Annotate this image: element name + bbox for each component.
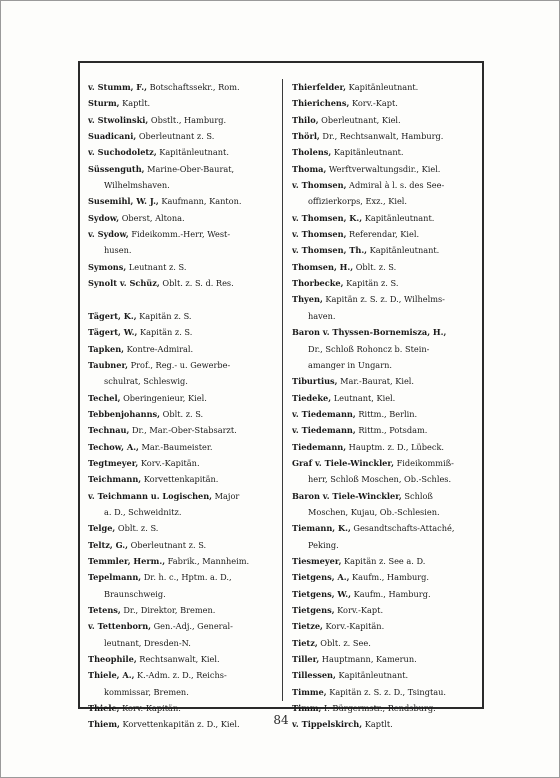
entry-details: Kapitänleutnant.: [346, 82, 419, 92]
entry-name: v. Tiedemann,: [292, 425, 356, 436]
entry-details: Dr. h. c., Hptm. a. D.,: [141, 572, 232, 583]
entry-name: Thilo,: [292, 114, 319, 125]
entry-line: [88, 128, 280, 144]
directory-entry: [292, 390, 484, 406]
entry-details: Oberleutnant z. S.: [136, 131, 215, 142]
entry-details: Dr., Direktor, Bremen.: [120, 605, 216, 615]
entry-details: Botschaftssekr., Rom.: [147, 82, 240, 92]
directory-entry: [292, 259, 484, 275]
entry-line: [292, 242, 484, 258]
entry-line: [88, 406, 280, 422]
entry-name: Technau,: [88, 425, 130, 436]
entry-name: Sydow,: [88, 212, 120, 223]
entry-line: [88, 112, 280, 128]
entry-line: [88, 471, 280, 487]
entry-line: [88, 422, 280, 438]
entry-name: Suadicani,: [88, 131, 137, 142]
entry-line: [292, 602, 484, 618]
directory-entry: [292, 553, 484, 569]
directory-entry: [292, 161, 484, 177]
entry-details: Werftverwaltungsdir., Kiel.: [326, 163, 441, 174]
entry-continuation: Peking.: [308, 539, 339, 550]
entry-details: Marine-Ober-Baurat,: [144, 163, 235, 174]
entry-details: Kontre-Admiral.: [124, 343, 194, 354]
directory-entry: [292, 242, 484, 258]
directory-entry: [88, 553, 280, 569]
entry-name: Tholens,: [292, 147, 332, 158]
entry-line: [88, 324, 280, 340]
entry-details: Oblt. z. S.: [353, 261, 397, 272]
entry-details: K.-Adm. z. D., Reichs-: [134, 670, 227, 681]
entry-name: Thörl,: [292, 131, 320, 142]
entry-details: Mar.-Baumeister.: [138, 441, 213, 452]
entry-name: Synolt v. Schüz,: [88, 278, 160, 289]
directory-entry: [88, 226, 280, 259]
entry-continuation: Dr., Schloß Rohoncz b. Stein-: [308, 343, 430, 354]
directory-entry: [292, 667, 484, 683]
entry-name: Taubner,: [88, 359, 129, 370]
entry-details: Hauptm. z. D., Lübeck.: [346, 441, 445, 452]
directory-entry: [292, 618, 484, 634]
directory-entry: [292, 95, 484, 111]
entry-line: [88, 390, 280, 406]
entry-name: Tetens,: [88, 605, 121, 615]
entry-line: [292, 439, 484, 455]
entry-name: Techow, A.,: [88, 441, 139, 452]
entry-name: Tiller,: [292, 654, 320, 665]
entry-line: [292, 95, 484, 111]
entry-line: [292, 259, 484, 275]
directory-entry: [88, 537, 280, 553]
directory-entry: [88, 390, 280, 406]
right-column: [292, 79, 484, 733]
entry-details: Kapitänleutnant.: [156, 147, 229, 158]
directory-entry: [292, 455, 484, 488]
directory-entry: [88, 308, 280, 324]
entry-details: Kaufm., Hamburg.: [351, 588, 431, 599]
entry-line: [292, 291, 484, 307]
entry-line: [88, 618, 280, 634]
directory-entry: [292, 324, 484, 373]
entry-name: Techel,: [88, 392, 121, 403]
entry-name: v. Stwolinski,: [88, 114, 149, 125]
directory-entry: [88, 667, 280, 700]
entry-name: Thoma,: [292, 163, 327, 174]
entry-continuation: herr, Schloß Moschen, Ob.-Schles.: [308, 474, 452, 485]
entry-line: [292, 635, 484, 651]
entry-name: Teichmann,: [88, 474, 142, 485]
directory-entry: [88, 161, 280, 194]
entry-line: [88, 602, 280, 618]
entry-line: [292, 390, 484, 406]
entry-name: Süssenguth,: [88, 163, 145, 174]
entry-details: Kaufm., Hamburg.: [349, 572, 429, 583]
entry-line: [292, 455, 484, 471]
directory-entry: [88, 569, 280, 602]
directory-entry: [88, 144, 280, 160]
entry-line: [88, 341, 280, 357]
entry-line: [292, 128, 484, 144]
entry-name: Tietgens, A.,: [292, 572, 350, 583]
entry-details: Oblt. z. S.: [160, 408, 204, 419]
entry-line: [292, 618, 484, 634]
entry-details: Kaptlt.: [362, 719, 393, 730]
entry-details: Kapitän z. S.: [137, 327, 193, 338]
directory-entry: [88, 79, 280, 95]
entry-details: Hauptmann, Kamerun.: [319, 654, 417, 665]
entry-name: Theophile,: [88, 654, 137, 665]
entry-details: Oberingenieur, Kiel.: [120, 392, 207, 403]
entry-details: Leutnant, Kiel.: [331, 392, 396, 403]
entry-line: [88, 537, 280, 553]
entry-name: Baron v. Thyssen-Bornemisza, H.,: [292, 327, 447, 338]
entry-continuation: amanger in Ungarn.: [308, 359, 392, 370]
entry-line: [292, 553, 484, 569]
entry-line: [88, 488, 280, 504]
entry-details: Korv.-Kapt.: [349, 98, 398, 109]
directory-entry: [292, 684, 484, 700]
entry-name: Tietgens, W.,: [292, 588, 352, 599]
directory-entry: [292, 488, 484, 521]
entry-line: [292, 226, 484, 242]
directory-entry: [292, 112, 484, 128]
entry-details: Fideikommiß-: [393, 457, 454, 468]
entry-line: [88, 161, 280, 177]
entry-name: Symons,: [88, 261, 127, 272]
entry-line: [88, 520, 280, 536]
entry-details: Prof., Reg.- u. Gewerbe-: [128, 359, 231, 370]
entry-line: [292, 422, 484, 438]
entry-continuation: offizierkorps, Exz., Kiel.: [308, 196, 408, 207]
directory-entry: [292, 520, 484, 553]
entry-details: Kaptlt.: [119, 98, 151, 109]
page-number: 84: [273, 713, 289, 727]
entry-name: Graf v. Tiele-Winckler,: [292, 457, 394, 468]
entry-name: Tägert, K.,: [88, 310, 137, 321]
entry-continuation: husen.: [104, 245, 132, 256]
entry-continuation: schulrat, Schleswig.: [104, 376, 188, 387]
entry-details: Kapitän z. S.: [343, 278, 399, 289]
entry-continuation: Wilhelmshaven.: [104, 180, 170, 191]
directory-entry: [88, 259, 280, 275]
entry-name: Timme,: [292, 686, 327, 697]
left-column: [88, 79, 280, 733]
entry-name: Tiemann, K.,: [292, 523, 351, 534]
entry-name: Susemihl, W. J.,: [88, 196, 159, 207]
entry-name: v. Thomsen, Th.,: [292, 245, 368, 256]
directory-entry: [292, 602, 484, 618]
entry-name: Thiele,: [88, 703, 120, 714]
entry-name: Thiem,: [88, 719, 120, 730]
entry-details: Dr., Rechtsanwalt, Hamburg.: [319, 131, 444, 142]
entry-details: Major: [212, 490, 240, 501]
entry-details: Rechtsanwalt, Kiel.: [136, 654, 220, 665]
entry-line: [88, 275, 280, 291]
entry-name: Tebbenjohanns,: [88, 408, 161, 419]
entry-line: [292, 586, 484, 602]
entry-name: Thierichens,: [292, 98, 350, 109]
entry-details: Oberleutnant, Kiel.: [318, 114, 401, 125]
entry-line: [292, 324, 484, 340]
entry-name: Tiedeke,: [292, 392, 332, 403]
entry-details: Korv.-Kapitän.: [138, 457, 200, 468]
directory-entry: [292, 569, 484, 585]
entry-line: [88, 79, 280, 95]
entry-details: Rittm., Berlin.: [355, 408, 418, 419]
column-divider: [282, 79, 283, 701]
entry-details: Kapitänleutnant.: [335, 670, 409, 681]
entry-line: [88, 357, 280, 373]
entry-line: [88, 259, 280, 275]
entry-name: Tiesmeyer,: [292, 555, 342, 566]
entry-name: Tägert, W.,: [88, 327, 138, 338]
entry-line: [292, 144, 484, 160]
entry-name: Thorbecke,: [292, 278, 344, 289]
entry-name: v. Sydow,: [88, 229, 129, 240]
entry-details: Oblt. z. See.: [317, 637, 371, 648]
entry-line: [88, 308, 280, 324]
entry-continuation: Braunschweig.: [104, 588, 166, 599]
entry-line: [292, 373, 484, 389]
entry-line: [292, 406, 484, 422]
entry-details: Admiral à l. s. des See-: [346, 180, 445, 191]
entry-line: [292, 79, 484, 95]
entry-name: Tepelmann,: [88, 572, 142, 583]
entry-name: v. Tippelskirch,: [292, 719, 363, 730]
directory-entry: [88, 128, 280, 144]
entry-name: Tapken,: [88, 343, 125, 354]
entry-details: Kapitän z. S. z. D., Tsingtau.: [326, 686, 446, 697]
entry-details: Kapitän z. S. z. D., Wilhelms-: [322, 294, 445, 305]
directory-entry: [88, 193, 280, 209]
entry-line: [88, 569, 280, 585]
entry-name: Timm,: [292, 703, 322, 714]
entry-line: [292, 684, 484, 700]
entry-details: Gesandtschafts-Attaché,: [350, 523, 455, 534]
entry-details: Rittm., Potsdam.: [355, 425, 428, 436]
entry-line: [292, 520, 484, 536]
entry-details: Leutnant z. S.: [126, 261, 187, 272]
entry-line: [292, 667, 484, 683]
entry-details: Fabrik., Mannheim.: [165, 555, 250, 566]
directory-entry: [88, 95, 280, 111]
entry-line: [88, 210, 280, 226]
directory-entry: [88, 602, 280, 618]
entry-details: Kapitän z. S.: [136, 310, 192, 321]
entry-line: [88, 667, 280, 683]
entry-details: Gen.-Adj., General-: [151, 621, 233, 632]
entry-details: Mar.-Baurat, Kiel.: [337, 376, 415, 387]
directory-entry: [88, 275, 280, 291]
entry-details: Korvettenkapitän z. D., Kiel.: [119, 719, 240, 730]
entry-name: Tietgens,: [292, 605, 335, 615]
entry-details: Fideikomm.-Herr, West-: [128, 229, 231, 240]
directory-entry: [88, 455, 280, 471]
entry-name: Telge,: [88, 523, 116, 534]
entry-details: Korvettenkapitän.: [141, 474, 219, 485]
entry-line: [88, 553, 280, 569]
directory-entry: [88, 651, 280, 667]
directory-entry: [292, 373, 484, 389]
entry-name: Tiedemann,: [292, 441, 347, 452]
directory-entry: [88, 471, 280, 487]
entry-name: v. Thomsen,: [292, 229, 347, 240]
entry-name: Temmler, Herm.,: [88, 555, 166, 566]
directory-entry: [88, 406, 280, 422]
entry-continuation: kommissar, Bremen.: [104, 686, 189, 697]
entry-line: [292, 210, 484, 226]
entry-name: v. Tiedemann,: [292, 408, 356, 419]
entry-details: Korv.-Kapitän.: [322, 621, 385, 632]
entry-name: v. Teichmann u. Logischen,: [88, 490, 213, 501]
entry-line: [88, 226, 280, 242]
directory-entry: [88, 341, 280, 357]
entry-name: Tietze,: [292, 621, 323, 632]
entry-details: I. Bürgermstr., Rendsburg.: [321, 703, 436, 714]
entry-details: Dr., Mar.-Ober-Stabsarzt.: [129, 425, 237, 436]
entry-line: [292, 161, 484, 177]
directory-entry: [292, 275, 484, 291]
entry-name: v. Stumm, F.,: [88, 82, 147, 92]
entry-continuation: haven.: [308, 310, 336, 321]
entry-name: v. Thomsen,: [292, 180, 347, 191]
entry-line: [88, 651, 280, 667]
entry-line: [88, 193, 280, 209]
directory-entry: [88, 520, 280, 536]
directory-entry: [88, 112, 280, 128]
directory-entry: [88, 439, 280, 455]
entry-name: Tillessen,: [292, 670, 336, 681]
directory-entry: [292, 406, 484, 422]
entry-details: Kaufmann, Kanton.: [158, 196, 242, 207]
entry-name: Tietz,: [292, 637, 318, 648]
section-gap: [88, 291, 280, 307]
entry-details: Korv.-Kapt.: [334, 605, 384, 615]
directory-entry: [88, 324, 280, 340]
entry-continuation: a. D., Schweidnitz.: [104, 506, 182, 517]
entry-line: [292, 275, 484, 291]
directory-entry: [292, 586, 484, 602]
entry-line: [88, 95, 280, 111]
directory-entry: [292, 651, 484, 667]
entry-line: [292, 112, 484, 128]
entry-details: Oblt. z. S. d. Res.: [159, 278, 234, 289]
entry-details: Schloß: [401, 490, 433, 501]
entry-details: Oberleutnant z. S.: [128, 539, 207, 550]
directory-entry: [292, 79, 484, 95]
directory-entry: [292, 291, 484, 324]
directory-entry: [88, 422, 280, 438]
entry-name: v. Suchodoletz,: [88, 147, 157, 158]
entry-line: [292, 177, 484, 193]
directory-entry: [292, 144, 484, 160]
entry-name: Tegtmeyer,: [88, 457, 139, 468]
entry-name: Thyen,: [292, 294, 323, 305]
entry-line: [292, 569, 484, 585]
directory-entry: [88, 357, 280, 390]
entry-name: Sturm,: [88, 98, 120, 109]
directory-entry: [88, 210, 280, 226]
entry-details: Oberst, Altona.: [119, 212, 185, 223]
entry-name: Baron v. Tiele-Winckler,: [292, 490, 402, 501]
directory-entry: [88, 488, 280, 521]
entry-details: Kapitänleutnant.: [362, 212, 435, 223]
entry-name: Thomsen, H.,: [292, 261, 354, 272]
entry-details: Oblt. z. S.: [115, 523, 159, 534]
directory-entry: [292, 210, 484, 226]
directory-entry: [292, 177, 484, 210]
entry-line: [88, 144, 280, 160]
entry-continuation: leutnant, Dresden-N.: [104, 637, 191, 648]
entry-name: Thierfelder,: [292, 82, 347, 92]
directory-entry: [292, 422, 484, 438]
entry-details: Korv.-Kapitän.: [119, 703, 181, 714]
entry-name: Tiburtius,: [292, 376, 338, 387]
directory-entry: [292, 635, 484, 651]
entry-line: [88, 439, 280, 455]
entry-line: [292, 651, 484, 667]
directory-entry: [88, 618, 280, 651]
entry-name: v. Thomsen, K.,: [292, 212, 363, 223]
entry-details: Kapitän z. See a. D.: [341, 555, 426, 566]
entry-line: [292, 488, 484, 504]
entry-details: Referendar, Kiel.: [346, 229, 420, 240]
entry-line: [88, 455, 280, 471]
entry-details: Kapitänleutnant.: [331, 147, 404, 158]
entry-name: Teltz, G.,: [88, 539, 129, 550]
entry-details: Kapitänleutnant.: [367, 245, 440, 256]
entry-continuation: Moschen, Kujau, Ob.-Schlesien.: [308, 506, 440, 517]
directory-entry: [292, 226, 484, 242]
directory-entry: [292, 128, 484, 144]
entry-details: Obstlt., Hamburg.: [148, 114, 227, 125]
directory-entry: [292, 439, 484, 455]
entry-name: v. Tettenborn,: [88, 621, 152, 632]
entry-name: Thiele, A.,: [88, 670, 135, 681]
